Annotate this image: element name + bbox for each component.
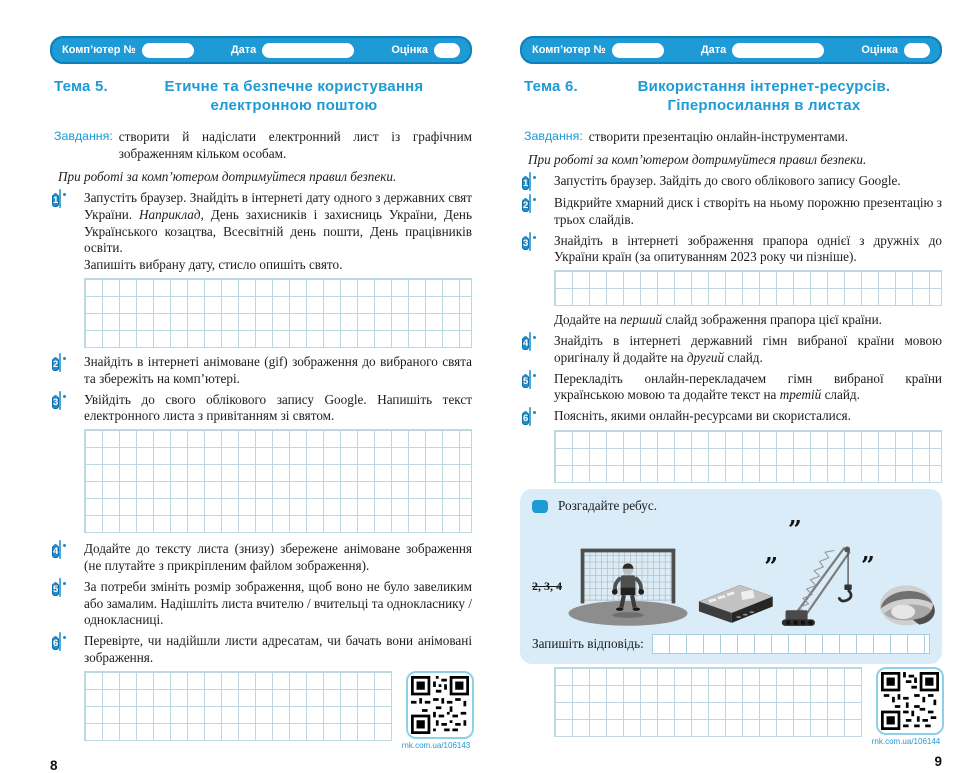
writing-grid[interactable]	[554, 430, 942, 483]
qr-code	[400, 671, 472, 750]
task-number-badge	[520, 233, 542, 267]
text-segment-italic: перший	[619, 312, 663, 328]
grade-field[interactable]	[904, 43, 930, 58]
task-number-badge	[520, 408, 542, 426]
qr-code	[870, 667, 942, 746]
task-item-text: Додайте до тексту листа (знизу) збережене анімоване зображення (не плутайте з прикріпленим файлом зображення).	[84, 541, 472, 573]
text-segment: Запустіть браузер. Знайдіть в інтернеті дату одного з державних свят України.	[84, 190, 472, 222]
robot-face-icon	[529, 407, 531, 426]
task-item-2	[520, 195, 942, 229]
crane-image	[780, 515, 872, 628]
task-list	[520, 173, 942, 483]
safety-note: При роботі за комп’ютером дотримуйтеся правил безпеки.	[528, 152, 867, 167]
task-item-text: За потреби змініть розмір зображення, щоб воно не було завеликим або замалим. Надішліть листа вчителю / вчительці та однокласнику / однокласниці.	[84, 578, 472, 628]
grade-label: Оцінка	[391, 44, 428, 56]
robot-face-icon	[59, 391, 61, 410]
text-segment: Додайте на	[554, 312, 620, 328]
topic-line: електронною поштою	[210, 97, 378, 114]
robot-face-icon	[529, 332, 531, 351]
robot-face-icon	[529, 172, 531, 191]
safety-note: При роботі за комп’ютером дотримуйтеся правил безпеки.	[58, 169, 397, 184]
text-segment-italic: другий	[686, 349, 725, 365]
task-number-badge	[520, 173, 542, 191]
text-segment: Знайдіть в інтернеті державний гімн вибраної країни мовою оригіналу й додайте на	[554, 332, 942, 365]
header-bar	[50, 36, 472, 64]
task-item-6	[50, 633, 472, 667]
task-item-text	[554, 312, 942, 329]
rebus-answer-row	[532, 634, 930, 654]
qr-link: rnk.com.ua/106144	[871, 737, 941, 747]
task-item-1	[520, 173, 942, 191]
robot-face-icon	[59, 632, 61, 651]
topic-number: Тема 5.	[54, 78, 108, 95]
task-item-5	[520, 371, 942, 405]
page-left	[50, 36, 472, 773]
task-number-badge	[520, 371, 542, 405]
writing-grid[interactable]	[84, 278, 472, 348]
header-bar	[520, 36, 942, 64]
task-number: 2	[53, 358, 59, 370]
topic-text	[586, 77, 942, 115]
robot-face-icon	[59, 540, 61, 559]
task-text: створити й надіслати електронний лист із графічним зображенням кільком особам.	[118, 129, 472, 161]
rebus-title: Розгадайте ребус.	[558, 498, 658, 514]
task-number-badge	[50, 633, 72, 667]
task-number-badge	[520, 333, 542, 367]
task-text: створити презентацію онлайн-інструментами.	[588, 129, 848, 144]
topic-text	[116, 77, 472, 115]
task-number-badge	[520, 195, 542, 229]
task-number: 4	[523, 337, 529, 349]
quote-mark-icon: ”	[764, 552, 778, 582]
task-item-4	[50, 541, 472, 575]
computer-label: Комп’ютер №	[62, 44, 136, 56]
task-number: 6	[53, 638, 59, 650]
task-item-text	[554, 371, 942, 405]
topic-line: Етичне та безпечне користування	[164, 78, 424, 95]
page-number: 8	[50, 757, 58, 773]
computer-number-field[interactable]	[142, 43, 194, 58]
text-segment-italic: Наприклад,	[139, 206, 204, 222]
task-number-badge	[50, 579, 72, 629]
robot-face-icon	[59, 578, 61, 597]
writing-grid[interactable]	[84, 429, 472, 533]
task-label: Завдання:	[524, 129, 583, 143]
page-right	[520, 36, 942, 773]
task-item-text	[554, 333, 942, 367]
topic-line: Гіперпосилання в листах	[667, 97, 861, 114]
qr-link: rnk.com.ua/106143	[401, 740, 471, 750]
rebus-box	[520, 489, 942, 664]
task-number: 4	[53, 546, 59, 558]
task-number: 3	[53, 396, 59, 408]
topic-title	[520, 77, 942, 115]
topic-number: Тема 6.	[524, 78, 578, 95]
grade-label: Оцінка	[861, 44, 898, 56]
task-item-text: Увійдіть до свого облікового запису Google. Напишіть текст електронного листа з привітанням зі святом.	[84, 391, 472, 424]
date-field[interactable]	[732, 43, 824, 58]
rebus-strike-numbers: 2, 3, 4	[532, 579, 562, 594]
task-item-4	[520, 333, 942, 367]
quote-mark-icon: ”	[788, 515, 802, 545]
grade-field[interactable]	[434, 43, 460, 58]
task-number-badge	[50, 190, 72, 274]
writing-grid[interactable]	[554, 270, 942, 306]
date-label: Дата	[230, 44, 257, 56]
bullet-icon	[532, 500, 548, 513]
robot-face-icon	[59, 353, 61, 372]
topic-line: Використання інтернет-ресурсів.	[637, 78, 891, 95]
task-item-2	[50, 354, 472, 388]
qr-pattern	[881, 672, 939, 730]
text-segment: слайд.	[724, 349, 763, 365]
task-item-text: Перевірте, чи надійшли листи адресатам, чи бачать вони анімовані зображення.	[84, 633, 472, 665]
task-item-3	[50, 392, 472, 426]
rebus-header	[532, 498, 930, 514]
task-number: 2	[523, 200, 529, 211]
task-number: 3	[523, 237, 529, 249]
writing-grid[interactable]	[84, 671, 392, 741]
text-segment: Перекладіть онлайн-перекладачем гімн вибраної країни українською мовою та додайте текст на	[554, 370, 942, 403]
qr-frame	[876, 667, 944, 735]
task-item-text	[84, 190, 472, 274]
page-number: 9	[934, 754, 942, 770]
task-number: 5	[523, 375, 529, 387]
bottom-grid-row	[50, 671, 472, 750]
qr-frame	[406, 671, 474, 739]
task-number-badge	[50, 354, 72, 388]
task-item-5	[50, 579, 472, 629]
task-number: 5	[53, 583, 59, 595]
bottom-grid-row	[520, 667, 942, 746]
task-statement	[520, 128, 942, 145]
task-item-text: Знайдіть в інтернеті анімоване (gif) зображення до вибраного свята та збережіть на комп’ютері.	[84, 353, 472, 386]
modem-image	[694, 552, 778, 628]
robot-face-icon	[59, 189, 61, 208]
task-number: 1	[523, 178, 529, 189]
answer-cells[interactable]	[652, 634, 930, 654]
robot-face-icon	[529, 370, 531, 389]
task-item-text: Поясніть, якими онлайн-ресурсами ви скористалися.	[554, 408, 851, 424]
robot-face-icon	[529, 232, 531, 251]
text-segment: Запишіть вибрану дату, стисло опишіть свято.	[84, 257, 343, 273]
robot-face-icon	[529, 194, 531, 213]
quote-mark-icon: ”	[861, 551, 875, 581]
task-item-6	[520, 408, 942, 426]
task-item-3	[520, 233, 942, 267]
computer-label: Комп’ютер №	[532, 44, 606, 56]
task-number: 1	[53, 195, 59, 206]
continuation-note	[520, 312, 942, 329]
task-statement	[50, 128, 472, 162]
text-segment: День захисників і захисниць України, День Українського козацтва, Всесвітній день пошти, День працівників освіти.	[84, 206, 473, 256]
answer-label: Запишіть відповідь:	[532, 636, 644, 652]
date-field[interactable]	[262, 43, 354, 58]
task-number-badge	[50, 392, 72, 426]
task-list	[50, 190, 472, 667]
task-item-text: Відкрийте хмарний диск і створіть на ньому порожню презентацію з трьох слайдів.	[554, 195, 942, 227]
writing-grid[interactable]	[554, 667, 862, 737]
computer-number-field[interactable]	[612, 43, 664, 58]
goalkeeper-image	[566, 540, 690, 628]
task-item-text: Запустіть браузер. Зайдіть до свого облікового запису Google.	[554, 173, 901, 188]
shell-image	[861, 551, 940, 628]
task-item-1	[50, 190, 472, 274]
task-number-badge	[50, 541, 72, 575]
date-label: Дата	[700, 44, 727, 56]
text-segment: слайд зображення прапора цієї країни.	[662, 312, 882, 328]
rebus-puzzle	[532, 514, 930, 630]
task-number: 6	[523, 413, 529, 425]
text-segment: слайд.	[821, 387, 860, 403]
qr-pattern	[411, 676, 469, 734]
text-segment-italic: третій	[779, 387, 822, 403]
topic-title	[50, 77, 472, 115]
task-label: Завдання:	[54, 129, 113, 143]
task-item-text: Знайдіть в інтернеті зображення прапора однієї з дружніх до України країн (за опитуванням 2023 року чи пізніше).	[554, 232, 942, 265]
